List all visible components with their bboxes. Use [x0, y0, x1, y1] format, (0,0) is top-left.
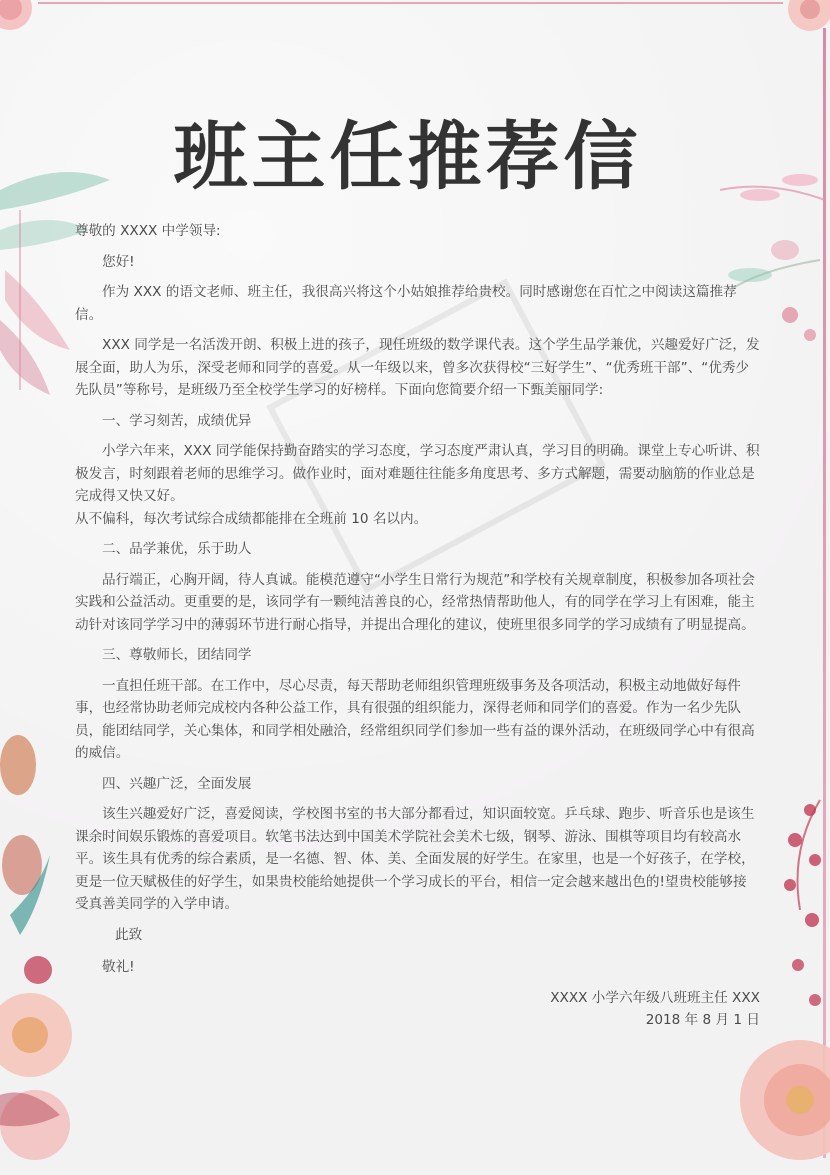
- section-heading-3: 三、尊敬师长，团结同学: [102, 647, 252, 663]
- section-extra-1: 从不偏科，每次考试综合成绩都能排在全班前 10 名以内。: [75, 510, 428, 527]
- section-heading-2: 二、品学兼优，乐于助人: [102, 541, 252, 557]
- letter-body: [75, 220, 760, 1032]
- date-line: 2018 年 8 月 1 日: [645, 1012, 760, 1028]
- section-heading-4: 四、兴趣广泛，全面发展: [102, 775, 252, 792]
- closing-salute: 敬礼!: [102, 959, 135, 975]
- top-border-line: [38, 2, 783, 4]
- top-right-flower-decoration: [775, 0, 830, 36]
- section-body-1: 小学六年来，XXX 同学能保持勤奋踏实的学习态度，学习态度严肃认真，学习目的明确。课堂上专心听讲、积极发言，时刻跟着老师的思维学习。做作业时，面对难题往往能多角度思考、多方式解题，需要动脑筋的作业总是完成得又快又好。: [75, 443, 760, 504]
- closing-regards: 此致: [115, 926, 143, 943]
- letter-title: 班主任推荐信: [173, 114, 642, 200]
- top-left-flower-decoration: [0, 0, 50, 40]
- greeting-line: 尊敬的 XXXX 中学领导:: [75, 223, 221, 239]
- hello-line: 您好!: [102, 253, 135, 270]
- overview-paragraph: XXX 同学是一名活泼开朗、积极上进的孩子，现任班级的数学课代表。这个学生品学兼优，兴趣爱好广泛，发展全面，助人为乐，深受老师和同学的喜爱。从一年级以来，曾多次获得校“三好学生”、“优秀班干部”、“优秀少先队员”等称号，是班级乃至全校学生学习的好榜样。下面向您简要介绍一下甄美丽同学:: [75, 337, 760, 398]
- section-heading-1: 一、学习刻苦，成绩优异: [102, 412, 252, 429]
- section-body-2: 品行端正，心胸开阔，待人真诚。能模范遵守“小学生日常行为规范”和学校有关规章制度，积极参加各项社会实践和公益活动。更重要的是，该同学有一颗纯洁善良的心，经常热情帮助他人，有的同学在学习上有困难，能主动针对该同学学习中的薄弱环节进行耐心指导，并提出合理化的建议，使班里很多同学的学习成绩有了明显提高。: [75, 571, 755, 633]
- signature-line: XXXX 小学六年级八班班主任 XXX: [550, 989, 760, 1006]
- section-body-3: 一直担任班干部。在工作中，尽心尽责，每天帮助老师组织管理班级事务及各项活动，积极主动地做好每件事，也经常协助老师完成校内各种公益工作，具有很强的组织能力，深得老师和同学们的喜爱。作为一名少先队员，能团结同学，关心集体，和同学相处融洽，经常组织同学们参加一些有益的课外活动，在班级同学心中有很高的威信。: [75, 677, 755, 761]
- intro-paragraph: 作为 XXX 的语文老师、班主任，我很高兴将这个小姑娘推荐给贵校。同时感谢您在百忙之中阅读这篇推荐信。: [75, 284, 737, 323]
- section-body-4: 该生兴趣爱好广泛，喜爱阅读，学校图书室的书大部分都看过，知识面较宽。乒乓球、跑步、听音乐也是该生课余时间娱乐锻炼的喜爱项目。软笔书法达到中国美术学院社会美术七级，钢琴、游泳、围棋等项目均有较高水平。该生具有优秀的综合素质，是一名德、智、体、美、全面发展的好学生。在家里，也是一个好孩子，在学校，更是一位天赋极佳的好学生，如果贵校能给她提供一个学习成长的平台，相信一定会越来越出色的!望贵校能够接受真善美同学的入学申请。: [75, 806, 755, 912]
